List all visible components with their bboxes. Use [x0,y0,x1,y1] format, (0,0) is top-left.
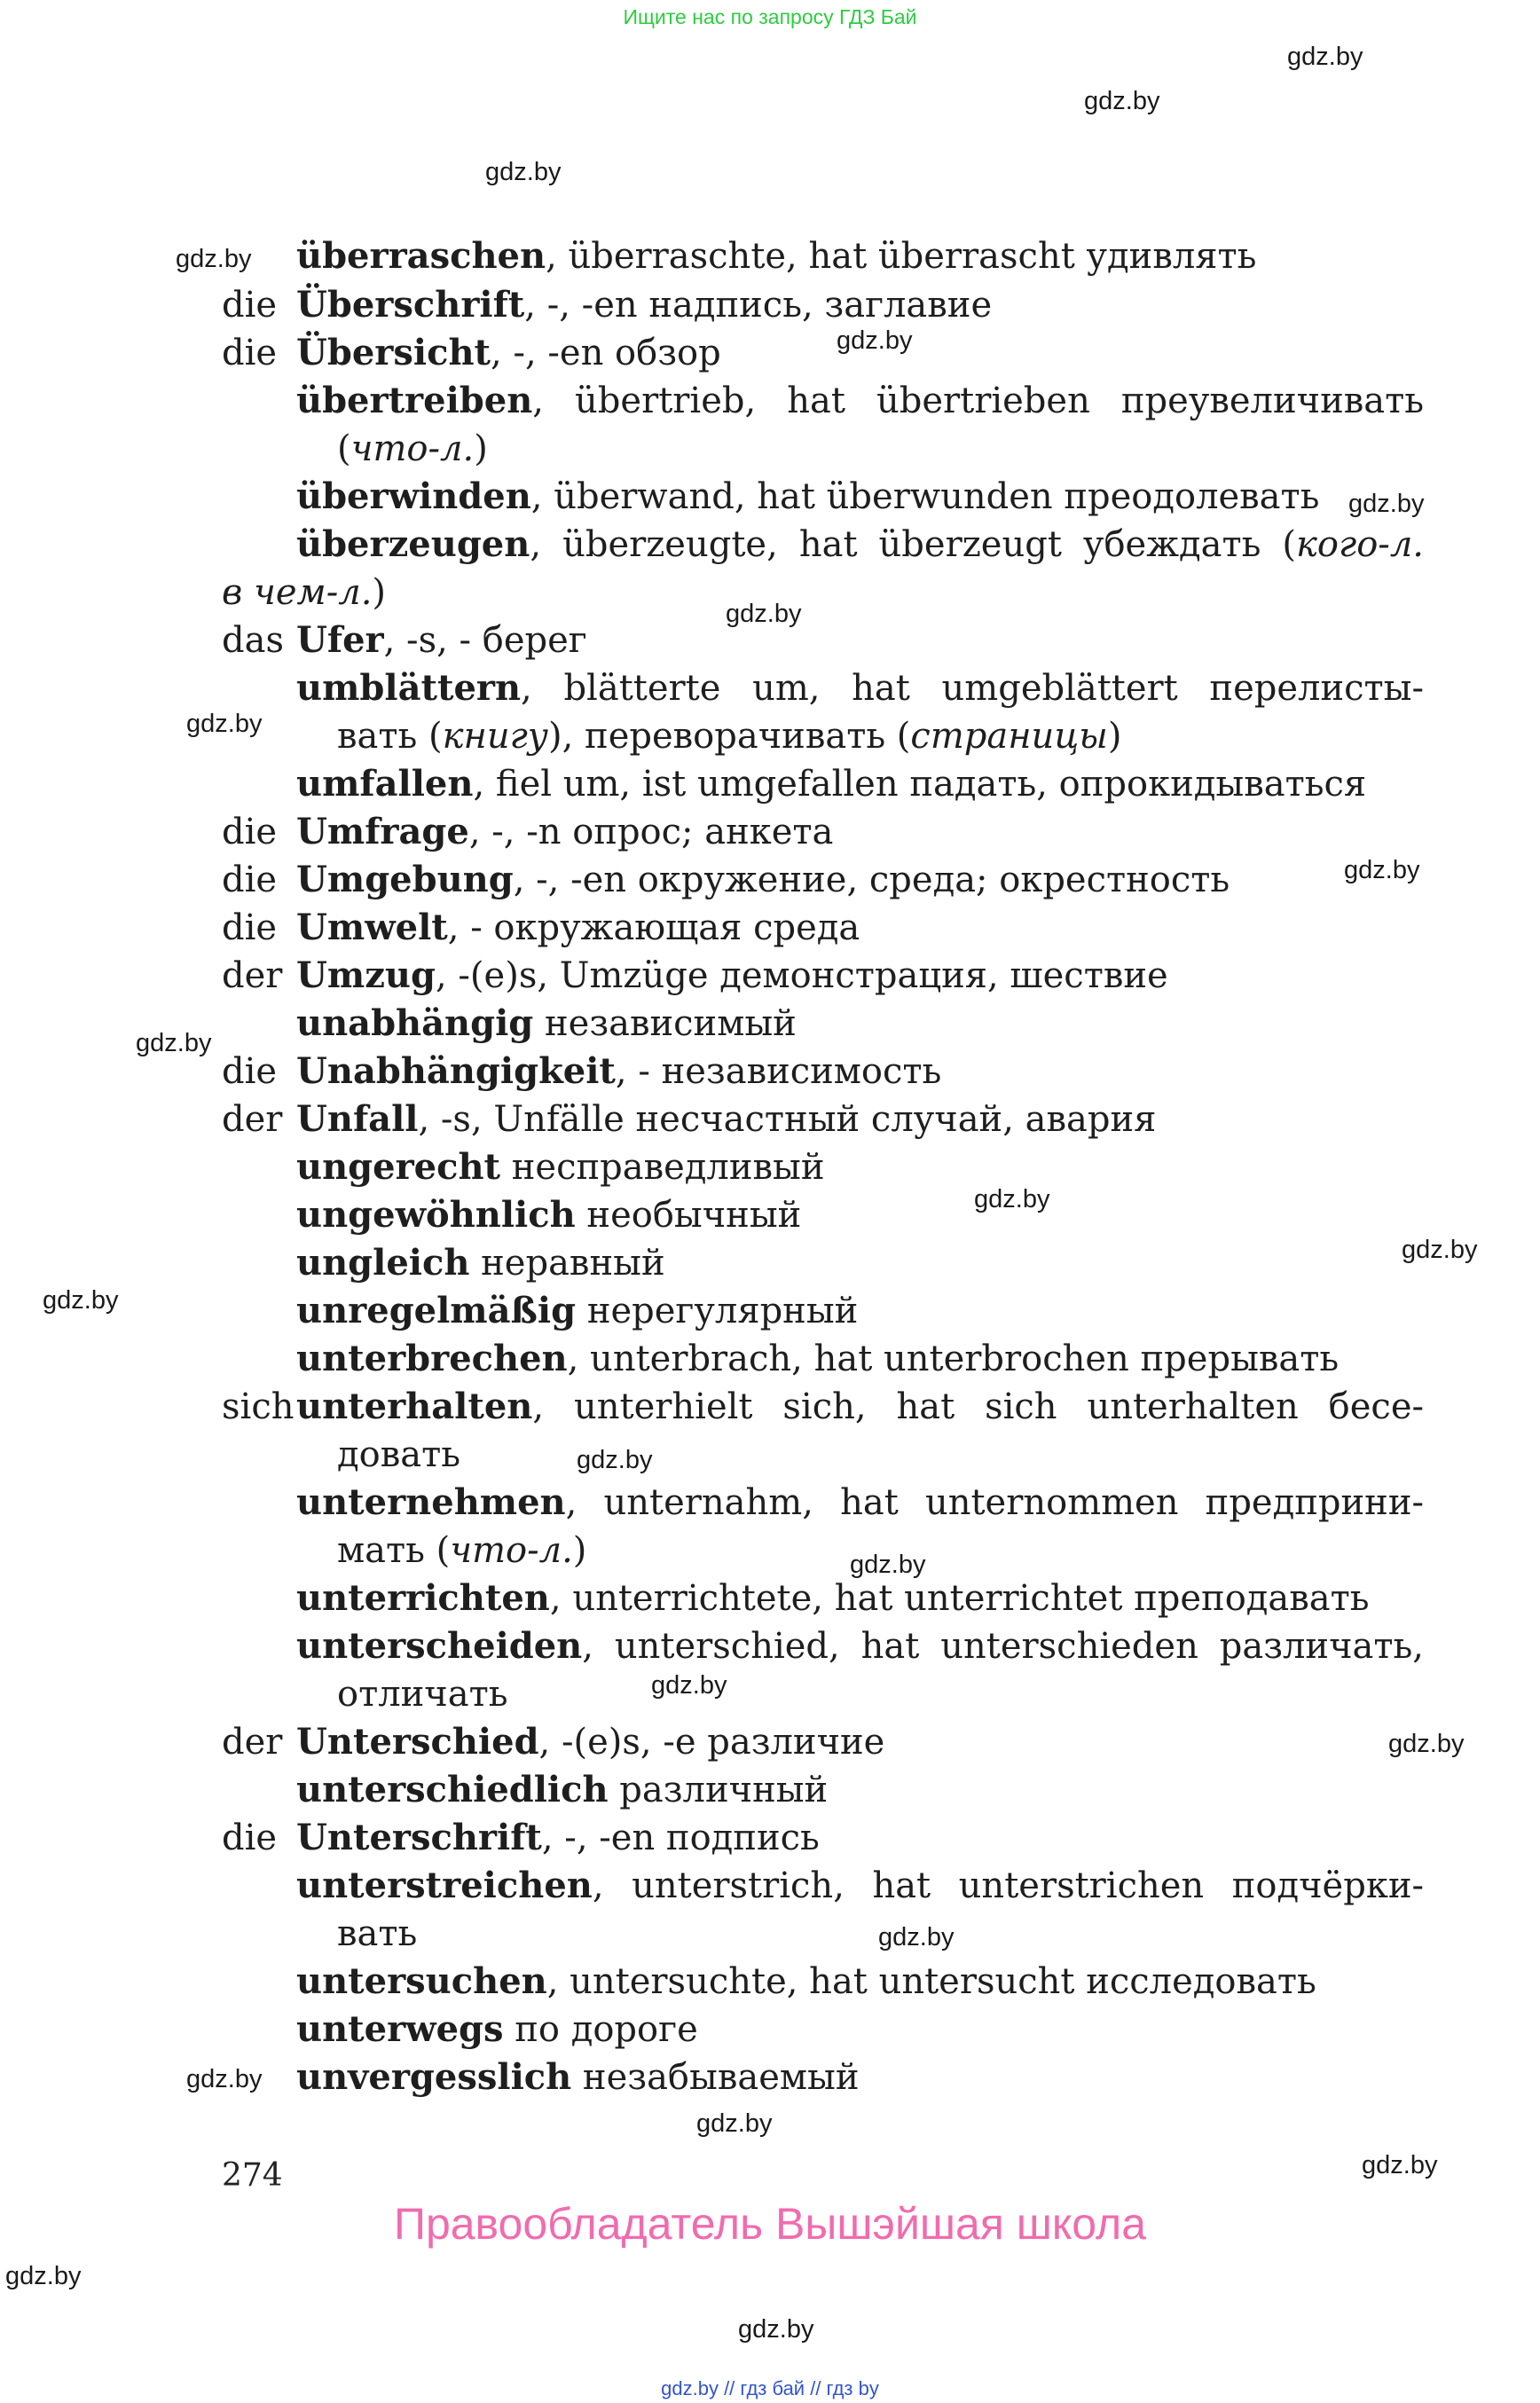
entry-headword: unterhalten [296,1386,533,1427]
entry-definition: , überraschte, hat überrascht удивлять [546,236,1257,277]
entry-headword: Umzug [296,954,436,996]
watermark: gdz.by [176,245,252,273]
watermark: gdz.by [43,1286,119,1315]
entry-definition: , -, -n опрос; анкета [468,812,834,852]
entry-definition: , untersuchte, hat untersucht исследовать [546,1961,1316,2002]
dictionary-entry [222,1335,1339,1383]
dictionary-entry [222,616,587,664]
watermark: gdz.by [1348,490,1425,518]
entry-definition: различный [608,1770,829,1810]
dictionary-entry [222,281,992,329]
entry-definition: , unterrichtete, hat unterrichtet преподавать [549,1578,1370,1619]
entry-definition: , -(e)s, Umzüge демонстрация, шествие [435,955,1168,996]
entry-headword: unvergesslich [296,2056,572,2098]
entry-definition: , - независимость [615,1051,942,1092]
entry-continuation: довать [337,1434,460,1475]
entry-headword: überwinden [296,475,531,517]
dictionary-entry [222,1862,1424,1910]
dictionary-entry [222,664,1424,712]
entry-article: die [222,860,278,900]
entry-definition: , überzeugte, hat überzeugt убеждать ( [530,524,1297,565]
dictionary-entry [222,1287,858,1335]
dictionary-entry [222,2054,860,2101]
entry-definition: , -s, - берег [383,620,587,661]
dictionary-entry [222,1718,884,1766]
dictionary-entry [222,473,1319,521]
entry-headword: Umfrage [296,811,469,852]
entry-headword: ungleich [296,1242,470,1284]
dictionary-entry [222,1958,1316,2006]
watermark: gdz.by [738,2315,814,2344]
entry-definition: , überwand, hat überwunden преодолевать [530,476,1320,517]
entry-definition: несправедливый [500,1147,825,1188]
watermark: gdz.by [5,2262,82,2290]
entry-definition: , -s, Unfälle несчастный случай, авария [418,1099,1157,1140]
entry-headword: unterstreichen [296,1865,593,1906]
watermark: gdz.by [577,1446,653,1474]
entry-headword: Übersicht [296,332,491,373]
entry-definition: неравный [469,1243,665,1284]
entry-definition: по дороге [503,2009,698,2050]
entry-headword: ungerecht [296,1146,501,1188]
entry-article: sich [222,1386,295,1427]
entry-continuation: вать [337,1913,418,1954]
watermark: gdz.by [726,600,802,628]
page-number: 274 [222,2157,283,2194]
entry-article: der [222,1099,283,1140]
entry-headword: unabhängig [296,1002,534,1044]
dictionary-entry [222,760,1366,808]
entry-headword: überzeugen [296,523,530,565]
watermark: gdz.by [1084,87,1160,115]
dictionary-entry [222,1766,828,1814]
entry-headword: unterwegs [296,2008,504,2050]
entry-definition: независимый [533,1003,797,1044]
dictionary-entry [222,232,1256,280]
dictionary-entry [222,377,1424,425]
dictionary-entry [222,1383,1424,1431]
entry-definition: , blätterte um, hat umgeblättert перелисты- [521,668,1424,709]
watermark: gdz.by [1344,856,1420,884]
entry-article: das [222,620,284,661]
entry-definition: , unterhielt sich, hat sich unterhalten бесе- [532,1386,1424,1427]
entry-article: die [222,333,278,373]
entry-definition: , unterbrach, hat unterbrochen прерывать [567,1339,1340,1379]
entry-article: die [222,285,278,326]
dictionary-entry [222,1000,797,1048]
entry-definition: , fiel um, ist umgefallen падать, опрокидываться [473,764,1367,805]
entry-headword: umfallen [296,763,474,805]
watermark: gdz.by [878,1923,955,1951]
dictionary-entry: überzeugen, überzeugte, hat überzeugt убеждать (кого-л. [296,523,1424,565]
entry-continuation: (что-л.) [337,428,488,469]
watermark: gdz.by [696,2109,773,2138]
watermark: gdz.by [186,2065,263,2093]
entry-continuation: мать (что-л.) [337,1530,587,1571]
entry-article: der [222,955,283,996]
entry-definition: , unternahm, hat unternommen предприни- [565,1482,1424,1523]
dictionary-entry [222,952,1168,1000]
watermark: gdz.by [651,1671,727,1700]
entry-article: die [222,1818,278,1858]
entry-definition: нерегулярный [576,1291,859,1331]
entry-headword: unterrichten [296,1577,550,1619]
entry-headword: übertreiben [296,380,533,421]
entry-headword: Ufer [296,619,384,661]
entry-definition: , - окружающая среда [447,907,860,948]
watermark: gdz.by [974,1185,1050,1213]
entry-article: die [222,907,278,948]
watermark: gdz.by [1402,1236,1478,1264]
entry-definition: , übertrieb, hat übertrieben преувеличивать [532,381,1424,421]
entry-headword: Überschrift [296,284,525,326]
entry-article: die [222,812,278,852]
entry-headword: Unterschrift [296,1817,542,1858]
entry-headword: Unfall [296,1098,419,1140]
watermark: gdz.by [485,158,562,186]
entry-headword: Umgebung [296,859,514,900]
watermark: gdz.by [1287,43,1363,71]
entry-definition: необычный [575,1195,802,1236]
entry-article: der [222,1722,283,1763]
dictionary-entry [222,329,721,377]
dictionary-entry [222,1479,1424,1527]
watermark: gdz.by [1362,2151,1438,2179]
entry-headword: unterschiedlich [296,1769,609,1810]
entry-continuation: вать (книгу), переворачивать (страницы) [337,716,1122,757]
entry-continuation: отличать [337,1674,508,1715]
entry-headword: unterscheiden [296,1625,583,1667]
entry-headword: unterbrechen [296,1338,568,1379]
dictionary-entry [222,1191,801,1239]
dictionary-entry [222,1143,825,1191]
entry-headword: überraschen [296,235,546,277]
dictionary-entry [222,1048,941,1095]
entry-headword: untersuchen [296,1960,547,2002]
entry-headword: Unabhängigkeit [296,1050,616,1092]
footer-links[interactable]: gdz.by // гдз бай // гдз by [661,2377,879,2399]
dictionary-entry [222,808,833,856]
entry-headword: ungewöhnlich [296,1194,576,1236]
entry-definition: , unterschied, hat unterschieden различать, [582,1626,1424,1667]
entry-headword: Umwelt [296,907,448,948]
watermark: gdz.by [837,326,913,355]
watermark: gdz.by [850,1551,926,1579]
watermark: gdz.by [186,710,263,738]
dictionary-entry [222,1622,1424,1670]
top-search-note: Ищите нас по запросу ГДЗ Бай [623,5,917,28]
entry-definition: , -(e)s, -e различие [538,1722,885,1763]
copyright-notice: Правообладатель Вышэйшая школа [394,2199,1146,2249]
entry-headword: umblättern [296,667,522,709]
entry-headword: unregelmäßig [296,1290,577,1331]
entry-definition: , unterstrich, hat unterstrichen подчёрки- [592,1865,1424,1906]
dictionary-entry [222,904,860,952]
dictionary-entry [222,1575,1370,1622]
dictionary-entry [222,2006,698,2054]
entry-headword: Unterschied [296,1721,539,1763]
entry-definition: , -, -en надпись, заглавие [524,285,993,326]
entry-definition: незабываемый [571,2057,860,2098]
dictionary-entry [222,1095,1156,1143]
dictionary-entry [222,1239,665,1287]
entry-definition: , -, -en обзор [491,333,721,373]
watermark: gdz.by [1388,1730,1465,1758]
dictionary-entry [222,856,1230,904]
watermark: gdz.by [136,1029,212,1057]
entry-definition: , -, -en подпись [541,1818,820,1858]
entry-continuation: в чем-л.) [222,572,387,613]
entry-definition: , -, -en окружение, среда; окрестность [513,860,1230,900]
entry-article: die [222,1051,278,1092]
dictionary-entry [222,1814,820,1862]
entry-headword: unternehmen [296,1481,566,1523]
